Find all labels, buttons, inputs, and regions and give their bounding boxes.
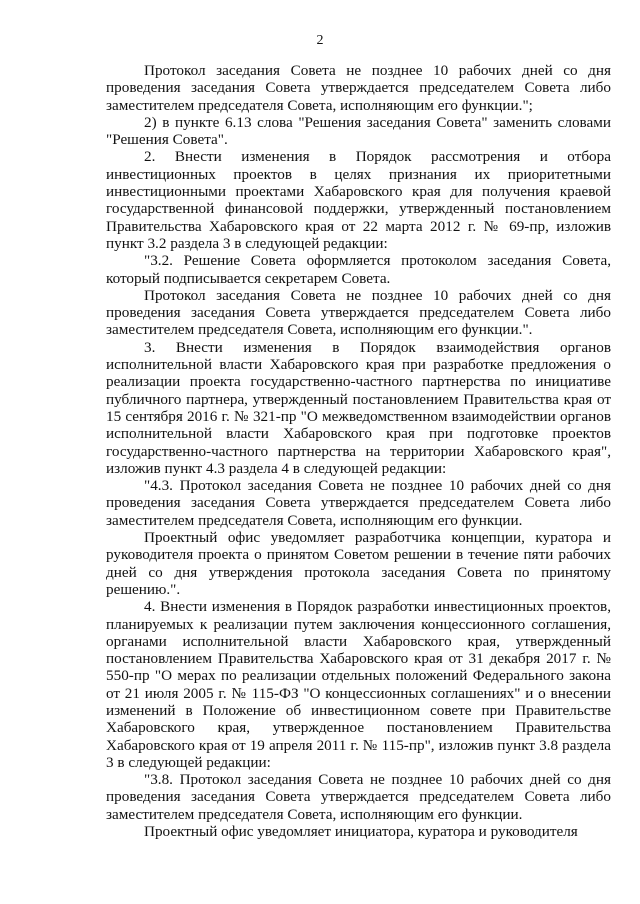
paragraph-7: "4.3. Протокол заседания Совета не позднее 10 рабочих дней со дня проведения заседания Совета утверждается председателем Совета либо заместителем председателя Совета, исполняющим его функции. bbox=[106, 477, 611, 529]
paragraph-1: Протокол заседания Совета не позднее 10 рабочих дней со дня проведения заседания Совета утверждается председателем Совета либо заместителем председателя Совета, исполняющим его функции."; bbox=[106, 62, 611, 114]
document-body bbox=[106, 62, 611, 840]
paragraph-10: "3.8. Протокол заседания Совета не позднее 10 рабочих дней со дня проведения заседания Совета утверждается председателем Совета либо заместителем председателя Совета, исполняющим его функции. bbox=[106, 771, 611, 823]
page-number: 2 bbox=[316, 33, 324, 48]
paragraph-11: Проектный офис уведомляет инициатора, куратора и руководителя bbox=[144, 823, 578, 841]
paragraph-5: Протокол заседания Совета не позднее 10 рабочих дней со дня проведения заседания Совета утверждается председателем Совета либо заместителем председателя Совета, исполняющим его функции.". bbox=[106, 286, 611, 339]
paragraph-6: 3. Внести изменения в Порядок взаимодействия органов исполнительной власти Хабаровского края при разработке предложения о реализации проекта государственно-частного партнерства по инициативе публичного партнера, утвержденный постановлением Правительства края от 15 сентября 2016 г. № 321-пр "О межведомственном взаимодействии органов исполнительной власти Хабаровского края при подготовке проектов государственно-частного партнерства на территории Хабаровского края", изложив пункт 4.3 раздела 4 в следующей редакции: bbox=[106, 338, 611, 477]
paragraph-3: 2. Внести изменения в Порядок рассмотрения и отбора инвестиционных проектов в целях признания их приоритетными инвестиционными проектами Хабаровского края для получения краевой государственной финансовой поддержки, утвержденный постановлением Правительства Хабаровского края от 22 марта 2012 г. № 69-пр, изложив пункт 3.2 раздела 3 в следующей редакции: bbox=[106, 148, 611, 252]
paragraph-4: "3.2. Решение Совета оформляется протоколом заседания Совета, который подписывается секретарем Совета. bbox=[106, 252, 611, 287]
paragraph-9: 4. Внести изменения в Порядок разработки инвестиционных проектов, планируемых к реализации путем заключения концессионного соглашения, органами исполнительной власти Хабаровского края, утвержденный постановлением Правительства Хабаровского края от 31 декабря 2017 г. № 550-пр "О мерах по реализации отдельных положений Федерального закона от 21 июля 2005 г. № 115-ФЗ "О концессионных соглашениях" и о внесении изменений в Положение об инвестиционном совете при Правительстве Хабаровского края, утвержденное постановлением Правительства Хабаровского края от 19 апреля 2011 г. № 115-пр", изложив пункт 3.8 раздела 3 в следующей редакции: bbox=[106, 598, 611, 771]
paragraph-2: 2) в пункте 6.13 слова "Решения заседания Совета" заменить словами "Решения Совета". bbox=[106, 113, 611, 149]
paragraph-8: Проектный офис уведомляет разработчика концепции, куратора и руководителя проекта о принятом Советом решении в течение пяти рабочих дней со дня утверждения протокола заседания Совета по принятому решению.". bbox=[106, 529, 611, 598]
